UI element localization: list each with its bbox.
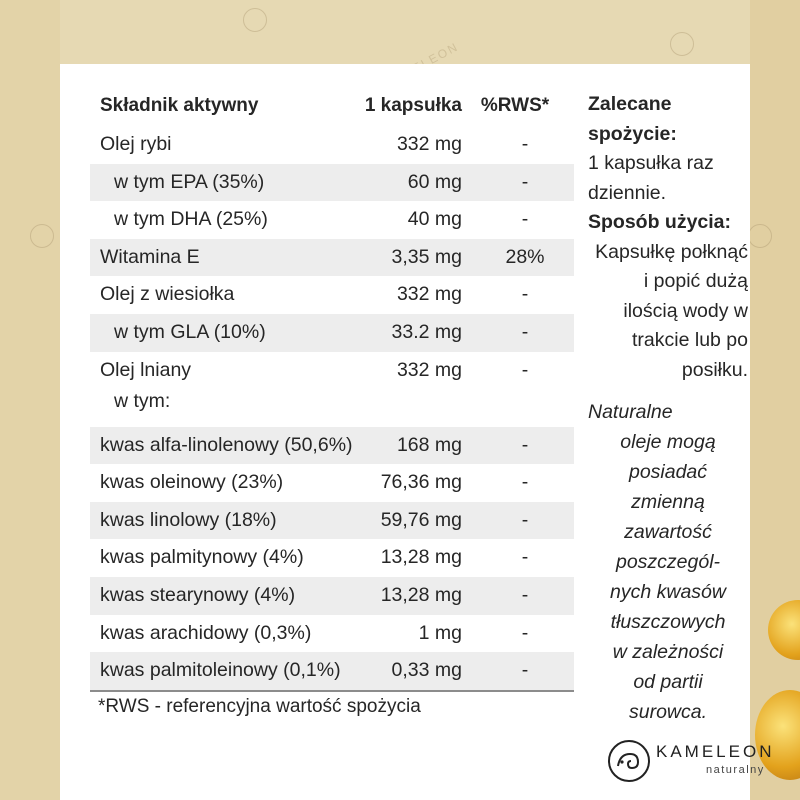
header-amount: 1 kapsułka (364, 95, 462, 116)
brand-logo (608, 736, 778, 786)
table-row: kwas oleinowy (23%) 76,36 mg - (100, 471, 529, 494)
usage-text: Kapsułkę połknąć i popić dużą ilością wody w trakcie lub po posiłku. (595, 240, 748, 381)
table-bottom-rule (90, 690, 574, 692)
table-row: Olej lniany 332 mg - w tym: (90, 352, 574, 427)
table-row: Witamina E 3,35 mg 28% (90, 239, 574, 277)
table-row: kwas palmitoleinowy (0,1%) 0,33 mg - (90, 652, 574, 690)
header-ingredient: Składnik aktywny (100, 95, 259, 116)
table-row: w tym EPA (35%) 60 mg - (90, 164, 574, 202)
dose-text: 1 kapsułka raz dziennie. (588, 152, 714, 204)
watermark-icon (243, 8, 267, 32)
table-row: w tym GLA (10%) 33.2 mg - (90, 314, 574, 352)
table-row: w tym DHA (25%) 40 mg - (114, 208, 529, 231)
table-row: kwas arachidowy (0,3%) 1 mg - (100, 621, 529, 644)
watermark-icon (670, 32, 694, 56)
sub-label: w tym: (114, 389, 171, 412)
table-row: Olej rybi 332 mg - (100, 133, 529, 155)
table-row: kwas stearynowy (4%) 13,28 mg - (90, 577, 574, 615)
table-header-row (90, 86, 574, 126)
brand-subtitle: naturalny (706, 764, 765, 776)
frame-left (0, 0, 60, 800)
chameleon-icon (608, 740, 650, 782)
dose-title: Zalecane spożycie: (588, 93, 677, 145)
usage-title: Sposób użycia: (588, 211, 732, 233)
note-text: Naturalne oleje mogą posiadać zmienną zawartość poszczegól- nych kwasów tłuszczowych w zależności od partii surowca. (588, 401, 726, 723)
table-row: kwas palmitynowy (4%) 13,28 mg - (100, 546, 529, 569)
nutrition-table (90, 86, 574, 692)
rws-footnote: *RWS - referencyjna wartość spożycia (98, 696, 421, 717)
watermark-icon (30, 224, 54, 248)
frame-right (750, 0, 800, 800)
brand-name: KAMELEON (656, 742, 775, 761)
header-rws: %RWS* (480, 95, 550, 116)
watermark-icon (748, 224, 772, 248)
label-panel (60, 64, 750, 800)
usage-info (588, 90, 748, 727)
table-row: kwas linolowy (18%) 59,76 mg - (90, 502, 574, 540)
table-row: Olej z wiesiołka 332 mg - (100, 283, 529, 306)
table-row: kwas alfa-linolenowy (50,6%) 168 mg - (90, 427, 574, 465)
